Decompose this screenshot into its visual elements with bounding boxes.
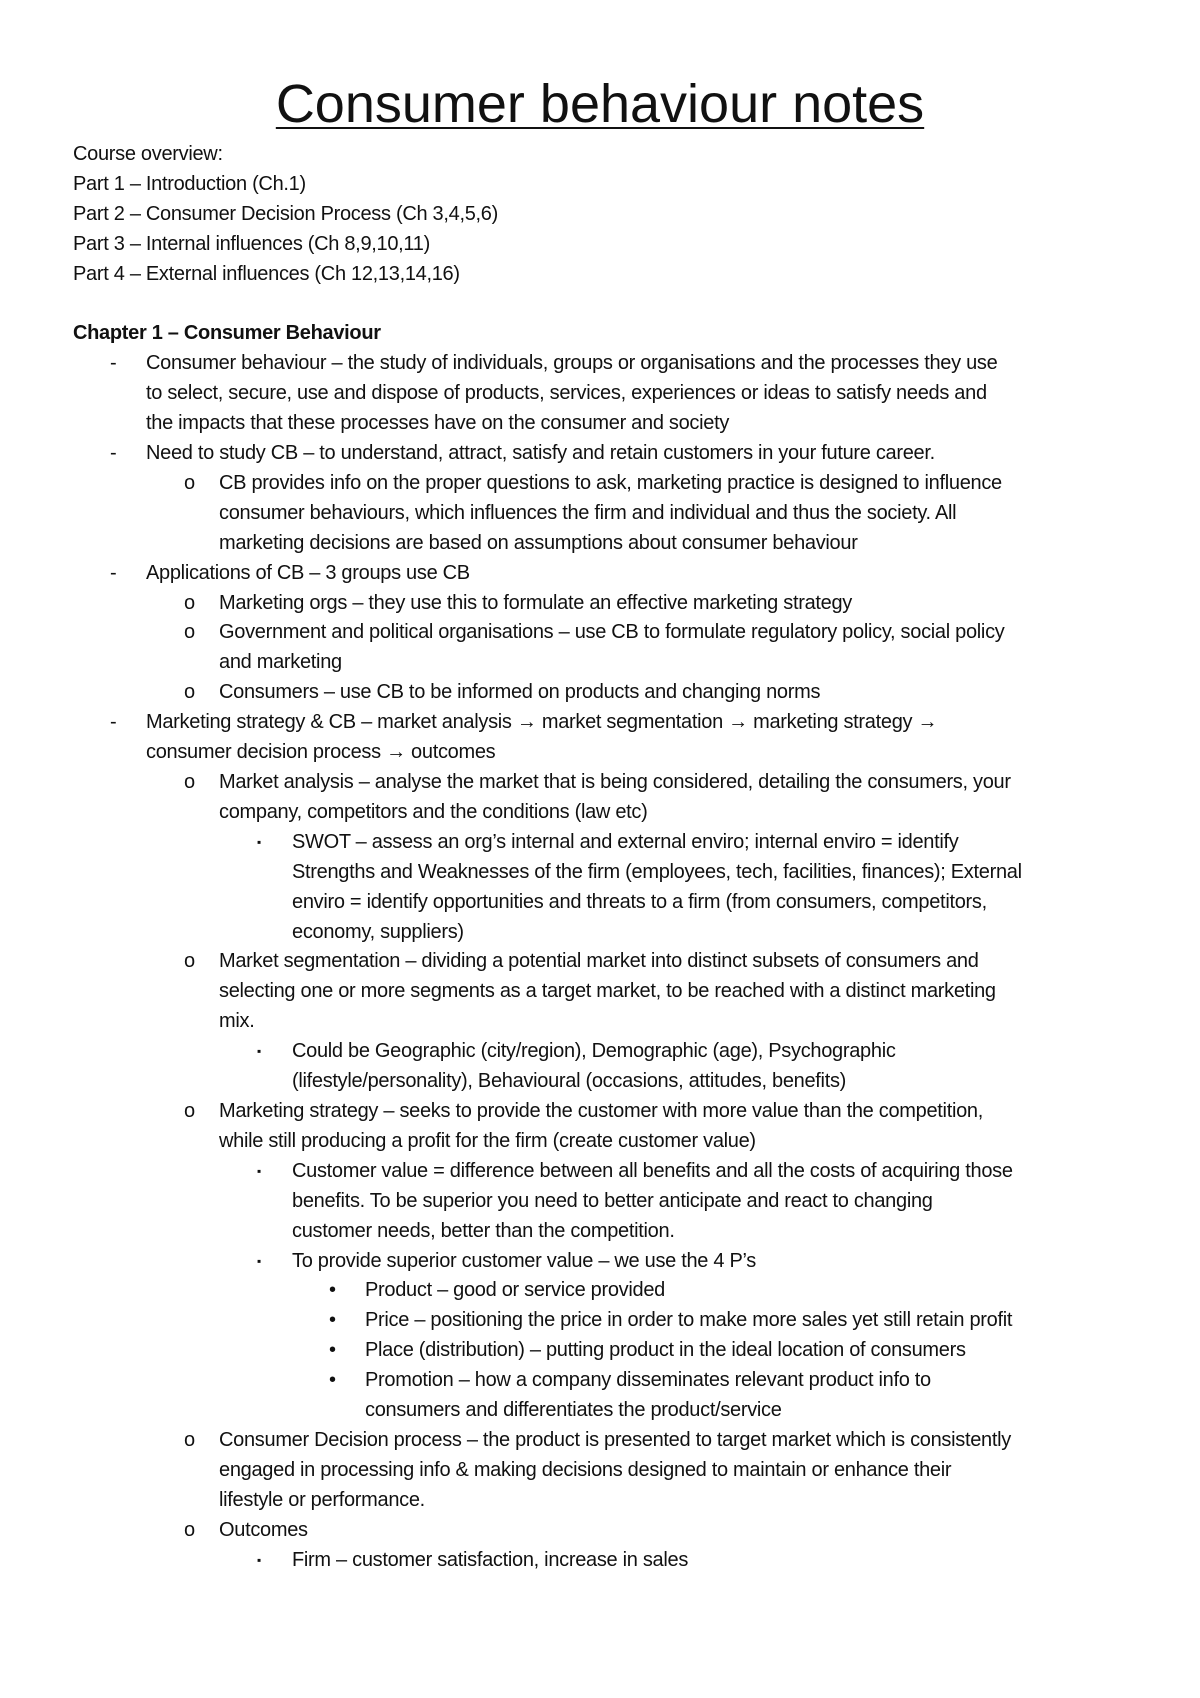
list-item-text: Strengths and Weaknesses of the firm (employees, tech, facilities, finances); External xyxy=(292,860,1022,883)
list-item-text: Place (distribution) – putting product in the ideal location of consumers xyxy=(365,1339,966,1362)
list-item-text: Consumer behaviour – the study of individuals, groups or organisations and the processes they use xyxy=(146,352,998,375)
paragraph-gap xyxy=(73,290,1143,320)
list-item-text: Applications of CB – 3 groups use CB xyxy=(146,561,470,584)
list-item-text: SWOT – assess an org’s internal and external enviro; internal enviro = identify xyxy=(292,830,959,853)
bullet-marker: - xyxy=(110,352,117,375)
bullet-marker: ▪ xyxy=(257,834,261,849)
list-item-text: Promotion – how a company disseminates relevant product info to xyxy=(365,1369,931,1392)
list-item-text: benefits. To be superior you need to better anticipate and react to changing xyxy=(292,1189,933,1212)
bullet-marker: ▪ xyxy=(257,1163,261,1178)
list-item-text: Outcomes xyxy=(219,1518,308,1541)
list-item-text: marketing decisions are based on assumptions about consumer behaviour xyxy=(219,531,858,554)
list-item-text: Consumers – use CB to be informed on products and changing norms xyxy=(219,681,821,704)
bullet-marker: o xyxy=(184,591,195,614)
overview-heading: Course overview: xyxy=(73,143,223,165)
overview-part-4: Part 4 – External influences (Ch 12,13,14,16) xyxy=(73,262,460,285)
list-item xyxy=(73,1097,1143,1157)
bullet-marker: o xyxy=(184,681,195,704)
list-item-text: mix. xyxy=(219,1010,255,1033)
list-item xyxy=(73,1247,1143,1277)
bullet-marker: • xyxy=(329,1279,336,1302)
chapter-bullet-list xyxy=(73,349,1143,1575)
list-item-text: Market segmentation – dividing a potential market into distinct subsets of consumers and xyxy=(219,950,979,973)
list-item-text: Could be Geographic (city/region), Demographic (age), Psychographic xyxy=(292,1040,896,1063)
overview-part-2: Part 2 – Consumer Decision Process (Ch 3,4,5,6) xyxy=(73,202,498,225)
bullet-marker: o xyxy=(184,471,195,494)
list-item-text: consumer decision process → outcomes xyxy=(146,741,496,764)
list-item xyxy=(73,349,1143,439)
bullet-marker: o xyxy=(184,950,195,973)
list-item xyxy=(73,1157,1143,1247)
list-item xyxy=(73,768,1143,828)
chapter-heading: Chapter 1 – Consumer Behaviour xyxy=(73,322,381,345)
list-item xyxy=(73,618,1143,678)
document-body xyxy=(73,140,1143,1575)
list-item xyxy=(73,947,1143,1037)
list-item-text: Government and political organisations – use CB to formulate regulatory policy, social policy xyxy=(219,621,1005,644)
list-item-text: enviro = identify opportunities and threats to a firm (from consumers, competitors, xyxy=(292,890,987,913)
list-item xyxy=(73,559,1143,589)
list-item-text: Consumer Decision process – the product is presented to target market which is consistently xyxy=(219,1428,1011,1451)
list-item-text: CB provides info on the proper questions to ask, marketing practice is designed to influence xyxy=(219,471,1002,494)
bullet-marker: o xyxy=(184,621,195,644)
list-item-text: to select, secure, use and dispose of products, services, experiences or ideas to satisfy needs and xyxy=(146,382,987,405)
list-item xyxy=(73,1546,1143,1576)
list-item-text: To provide superior customer value – we use the 4 P’s xyxy=(292,1249,756,1272)
list-item-text: (lifestyle/personality), Behavioural (occasions, attitudes, benefits) xyxy=(292,1070,847,1093)
list-item xyxy=(73,708,1143,768)
list-item xyxy=(73,1276,1143,1306)
list-item-text: customer needs, better than the competition. xyxy=(292,1219,675,1242)
list-item xyxy=(73,828,1143,948)
list-item-text: and marketing xyxy=(219,651,342,674)
list-item-text: company, competitors and the conditions (law etc) xyxy=(219,800,648,823)
bullet-marker: - xyxy=(110,442,117,465)
bullet-marker: • xyxy=(329,1309,336,1332)
list-item xyxy=(73,1366,1143,1426)
bullet-marker: • xyxy=(329,1339,336,1362)
list-item-text: Market analysis – analyse the market that is being considered, detailing the consumers, your xyxy=(219,771,1011,794)
list-item-text: selecting one or more segments as a target market, to be reached with a distinct marketing xyxy=(219,980,996,1003)
course-overview xyxy=(73,140,1143,290)
list-item xyxy=(73,1336,1143,1366)
list-item-text: lifestyle or performance. xyxy=(219,1488,425,1511)
list-item-text: Product – good or service provided xyxy=(365,1279,665,1302)
list-item-text: while still producing a profit for the firm (create customer value) xyxy=(219,1129,756,1152)
list-item-text: consumers and differentiates the product/service xyxy=(365,1399,782,1422)
bullet-marker: - xyxy=(110,711,117,734)
list-item xyxy=(73,1516,1143,1546)
overview-part-3: Part 3 – Internal influences (Ch 8,9,10,11) xyxy=(73,232,430,255)
list-item-text: the impacts that these processes have on the consumer and society xyxy=(146,412,730,435)
bullet-marker: ▪ xyxy=(257,1253,261,1268)
bullet-marker: - xyxy=(110,561,117,584)
list-item-text: Need to study CB – to understand, attract, satisfy and retain customers in your future career. xyxy=(146,442,935,465)
list-item-text: Marketing strategy – seeks to provide the customer with more value than the competition, xyxy=(219,1099,983,1122)
list-item xyxy=(73,439,1143,469)
list-item-text: Firm – customer satisfaction, increase in sales xyxy=(292,1548,689,1571)
overview-part-1: Part 1 – Introduction (Ch.1) xyxy=(73,172,306,195)
list-item xyxy=(73,1037,1143,1097)
bullet-marker: • xyxy=(329,1369,336,1392)
bullet-marker: o xyxy=(184,1099,195,1122)
list-item-text: Customer value = difference between all benefits and all the costs of acquiring those xyxy=(292,1159,1013,1182)
bullet-marker: o xyxy=(184,1428,195,1451)
list-item xyxy=(73,678,1143,708)
list-item-text: economy, suppliers) xyxy=(292,920,464,943)
list-item-text: Price – positioning the price in order to make more sales yet still retain profit xyxy=(365,1309,1013,1332)
bullet-marker: ▪ xyxy=(257,1552,261,1567)
list-item-text: Marketing orgs – they use this to formulate an effective marketing strategy xyxy=(219,591,853,614)
list-item xyxy=(73,1426,1143,1516)
list-item-text: engaged in processing info & making decisions designed to maintain or enhance their xyxy=(219,1458,952,1481)
bullet-marker: o xyxy=(184,771,195,794)
list-item xyxy=(73,469,1143,559)
list-item xyxy=(73,1306,1143,1336)
page-title: Consumer behaviour notes xyxy=(275,74,925,134)
chapter-section xyxy=(73,319,1143,1575)
list-item-text: Marketing strategy & CB – market analysis → market segmentation → marketing strategy → xyxy=(146,711,938,734)
list-item-text: consumer behaviours, which influences the firm and individual and thus the society. All xyxy=(219,501,957,524)
list-item xyxy=(73,589,1143,619)
bullet-marker: ▪ xyxy=(257,1044,261,1059)
bullet-marker: o xyxy=(184,1518,195,1541)
